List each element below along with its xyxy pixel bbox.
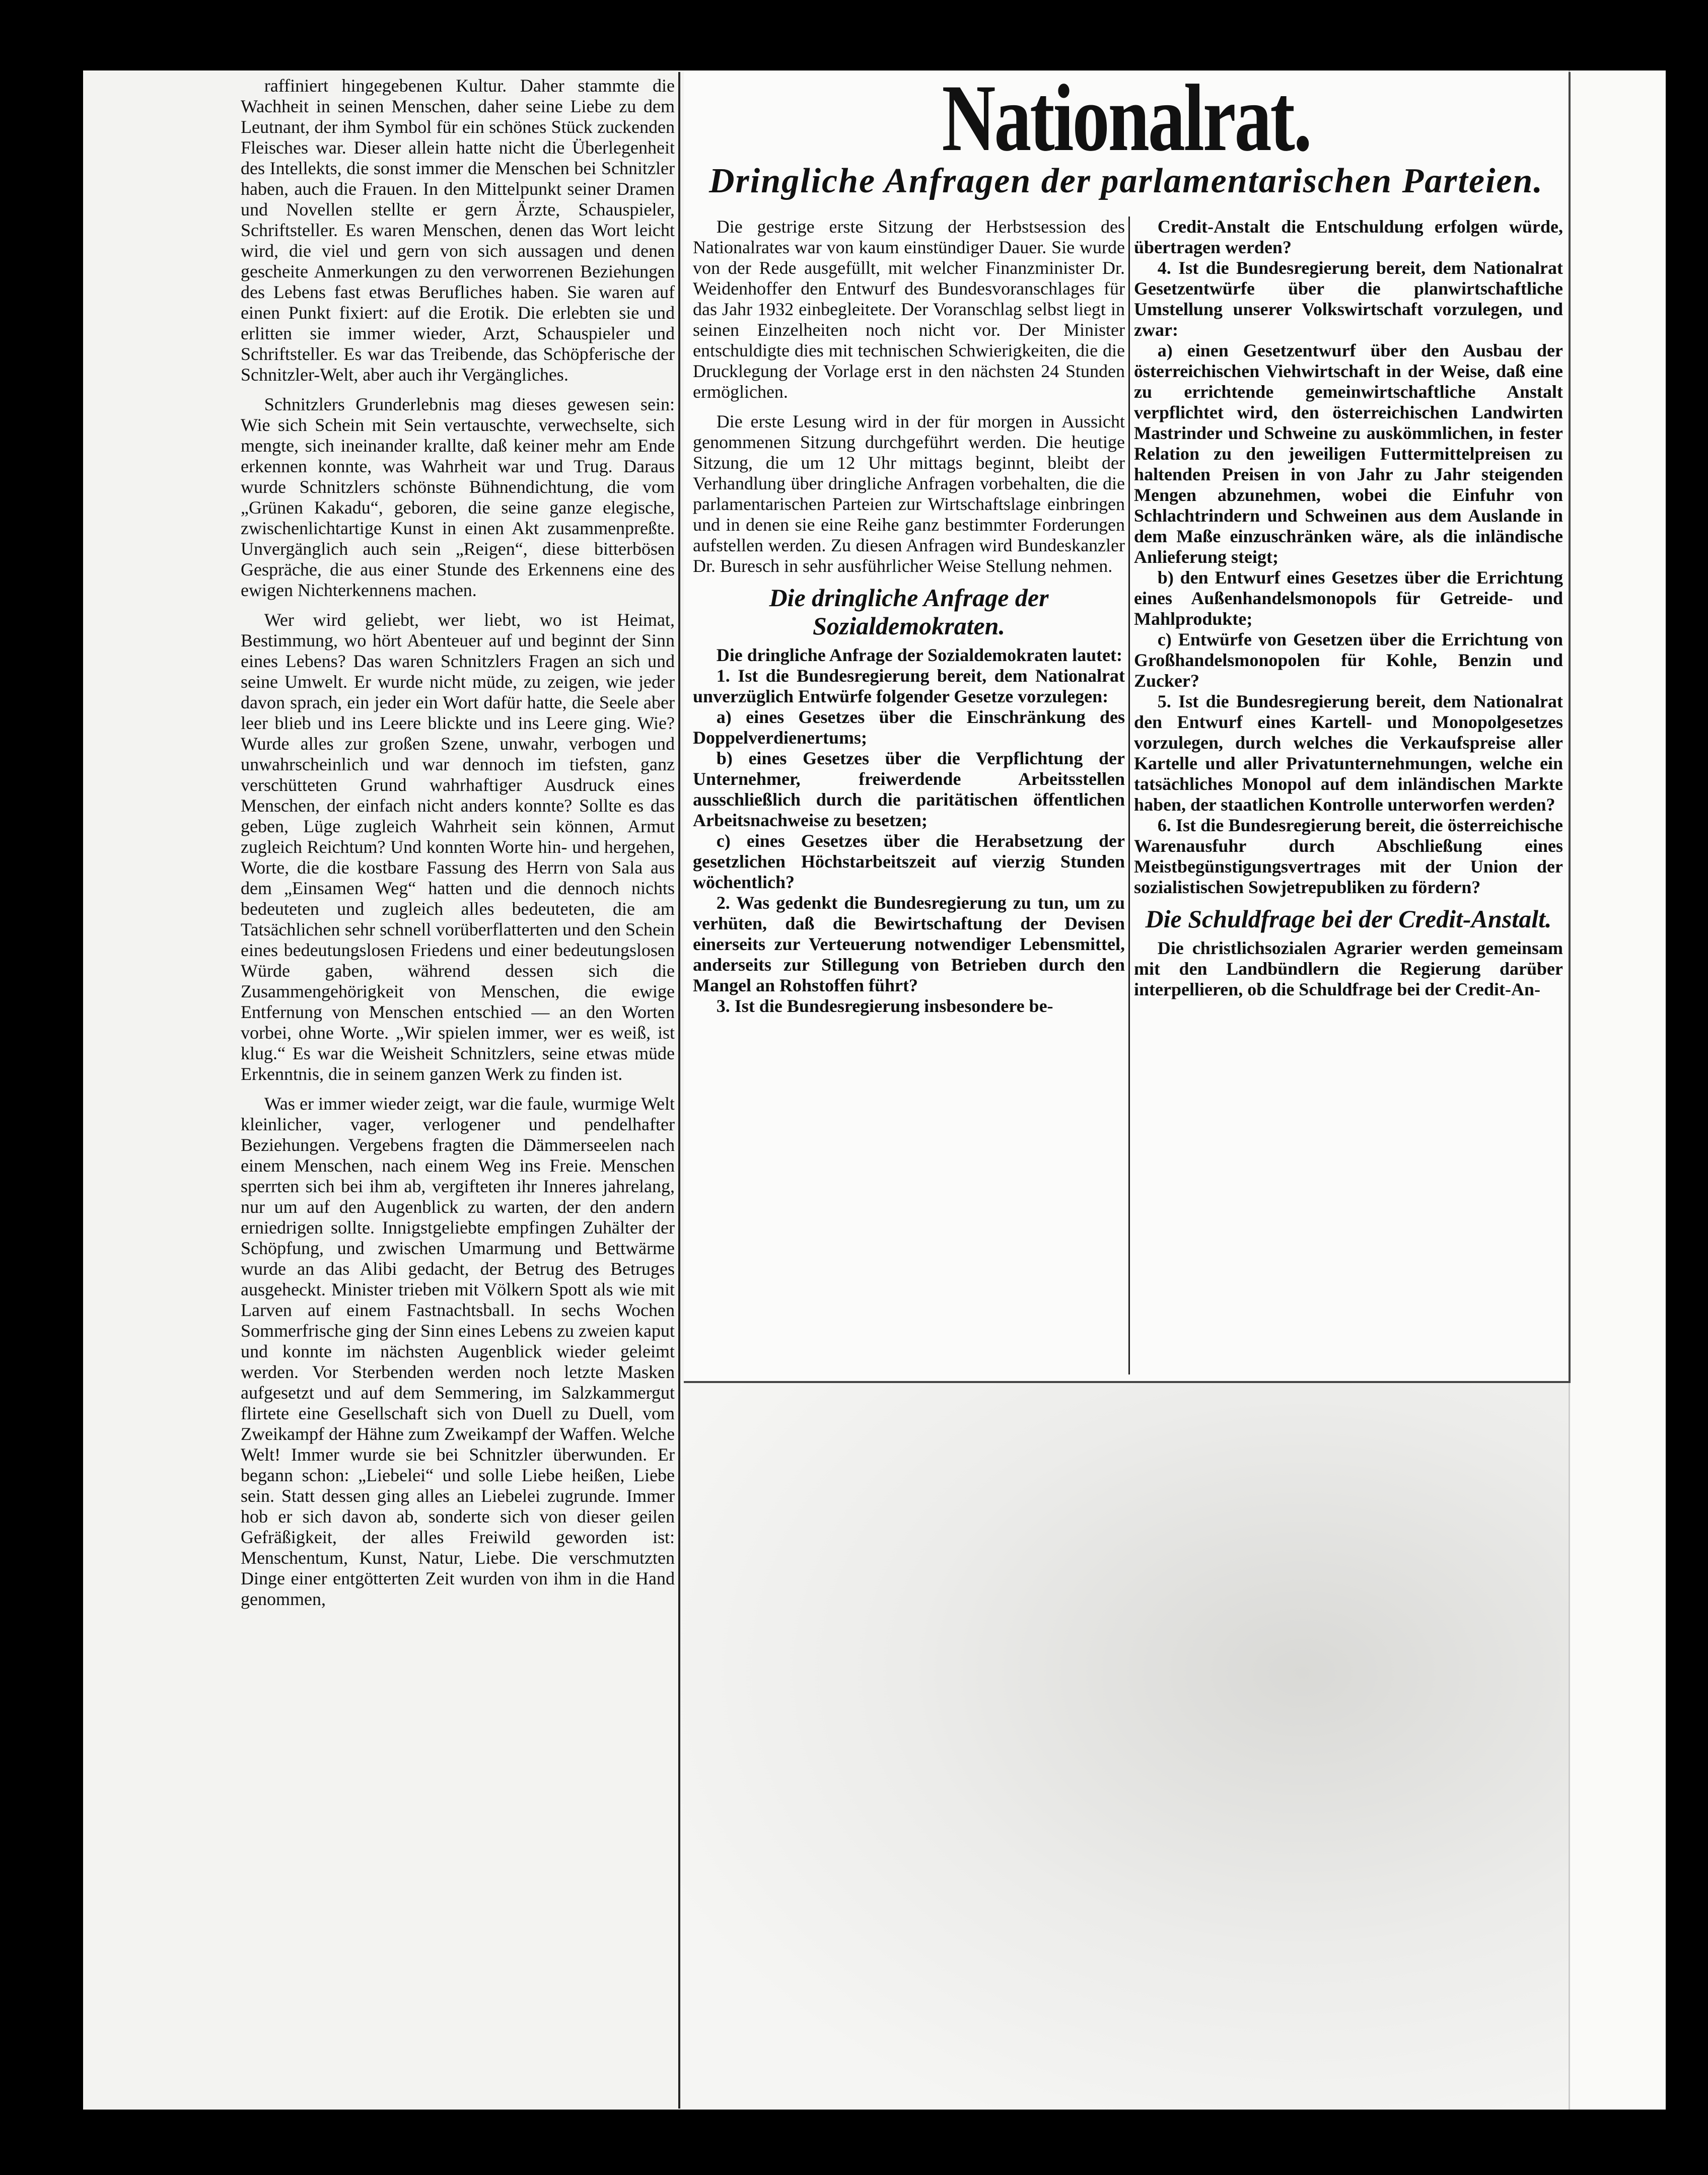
paragraph: Die gestrige erste Sitzung der Herbstsession des Nationalrates war von kaum einstündiger Dauer. Sie wurde von der Rede ausgefüllt, mit welcher Finanzminister Dr. Weidenhoffer den Entwurf des Bundesvoranschlages für das Jahr 1932 einbegleitete. Der Voranschlag selbst liegt in seinen Einzelheiten noch nicht vor. Der Minister entschuldigte dies mit technischen Schwierigkeiten, die die Drucklegung der Vorlage erst in den nächsten 24 Stunden ermöglichen. xyxy=(693,216,1125,402)
paragraph: 5. Ist die Bundesregierung bereit, dem Nationalrat den Entwurf eines Kartell- und Monopolgesetzes vorzulegen, durch welches die Verkaufspreise aller Kartelle und aller Privatunternehmungen, welche ein tatsächliches Monopol auf dem inländischen Markte haben, der staatlichen Kontrolle unterworfen werden? xyxy=(1134,691,1563,815)
paragraph: c) eines Gesetzes über die Herabsetzung der gesetzlichen Höchstarbeitszeit auf vierzig Stunden wöchentlich? xyxy=(693,831,1125,892)
paragraph: 4. Ist die Bundesregierung bereit, dem Nationalrat Gesetzentwürfe über die planwirtschaftliche Umstellung unserer Volkswirtschaft vorzulegen, und zwar: xyxy=(1134,258,1563,340)
middle-column xyxy=(693,216,1125,1374)
section-heading: Die Schuldfrage bei der Credit-Anstalt. xyxy=(1145,905,1552,933)
article-subtitle: Dringliche Anfragen der parlamentarischen Parteien. xyxy=(708,162,1543,200)
blank-page-area xyxy=(681,1382,1569,2110)
right-column xyxy=(1134,216,1563,1374)
paragraph: b) eines Gesetzes über die Verpflichtung der Unternehmer, freiwerdende Arbeitsstellen ausschließlich durch die paritätischen öffentlichen Arbeitsnachweise zu besetzen; xyxy=(693,748,1125,830)
paragraph: 6. Ist die Bundesregierung bereit, die österreichische Warenausfuhr durch Abschließung eines Meistbegünstigungsvertrages mit der Union der sozialistischen Sowjetrepubliken zu fördern? xyxy=(1134,815,1563,897)
paragraph: a) einen Gesetzentwurf über den Ausbau der österreichischen Viehwirtschaft in der Weise, daß eine zu errichtende gemeinwirtschaftliche Anstalt verpflichtet wird, den österreichischen Landwirten Mastrinder und Schweine zu auskömmlichen, in fester Relation zu den jeweiligen Futtermittelpreisen zu haltenden Preisen in von Jahr zu Jahr steigenden Mengen abzunehmen, wobei die Einfuhr von Schlachtrindern und Schweinen aus dem Auslande in dem Maße einzuschränken wäre, als die inländische Anlieferung steigt; xyxy=(1134,340,1563,567)
paragraph: 1. Ist die Bundesregierung bereit, dem Nationalrat unverzüglich Entwürfe folgender Gesetze vorzulegen: xyxy=(693,666,1125,706)
paragraph: b) den Entwurf eines Gesetzes über die Errichtung eines Außenhandelsmonopols für Getreide- und Mahlprodukte; xyxy=(1134,567,1563,629)
column-divider xyxy=(1128,216,1130,1374)
paragraph: 3. Ist die Bundesregierung insbesondere be- xyxy=(716,996,1053,1016)
paragraph: Wer wird geliebt, wer liebt, wo ist Heimat, Bestimmung, wo hört Abenteuer auf und beginnt der Sinn eines Lebens? Das waren Schnitzlers Fragen an sich und seine Umwelt. Er wurde nicht müde, zu zeigen, wie jeder davon sprach, ein jeder ein Wort dafür hatte, die Seele aber leer blieb und ins Leere blickte und ins Leere ging. Wie? Wurde alles zur großen Szene, unwahr, verbogen und unwahrscheinlich und war dennoch im tiefsten, ganz verschütteten Grund wahrhaftiger Ausdruck eines Menschen, der einfach nicht anders konnte? Sollte es das geben, Lüge zugleich Wahrheit sein können, Armut zugleich Reichtum? Und konnten Worte hin- und hergehen, Worte, die die kostbare Fassung des Herrn von Sala aus dem „Einsamen Weg“ hatten und die dennoch nichts bedeuteten und zugleich alles bedeuteten, die am Tatsächlichen sehr schnell vorüberflatterten und den Schein eines bedeutungslosen Friedens und einer bedeutungslosen Würde gaben, während dessen sich die Zusammengehörigkeit von Menschen, die ewige Entfernung von Menschen entschied — an den Worten vorbei, ohne Worte. „Wir spielen immer, wer es weiß, ist klug.“ Es war die Weisheit Schnitzlers, seine etwas müde Erkenntnis, die in seinem ganzen Werk zu finden ist. xyxy=(241,610,675,1084)
paragraph: Schnitzlers Grunderlebnis mag dieses gewesen sein: Wie sich Schein mit Sein vertauschte, verwechselte, sich mengte, sich ineinander krallte, daß keiner mehr am Ende erkennen konnte, was Wahrheit war und Trug. Daraus wurde Schnitzlers schönste Bühnendichtung, die vom „Grünen Kakadu“, geboren, die seine ganze elegische, zwischenlichtartige Kunst in einen Akt zusammenpreßte. Unvergänglich auch sein „Reigen“, diese bitterbösen Gespräche, die aus einer Stunde des Erkennens eine des ewigen Nichterkennens machen. xyxy=(241,394,675,600)
paragraph: Die christlichsozialen Agrarier werden gemeinsam mit den Landbündlern die Regierung darüber interpellieren, ob die Schuldfrage bei der Credit-An- xyxy=(1134,938,1563,999)
article-title: Nationalrat. xyxy=(942,65,1311,171)
paragraph: Die dringliche Anfrage der Sozialdemokraten lautet: xyxy=(716,645,1123,665)
paragraph: Die erste Lesung wird in der für morgen in Aussicht genommenen Sitzung durchgeführt werden. Die heutige Sitzung, die um 12 Uhr mittags beginnt, bleibt der Verhandlung über dringliche Anfragen vorbehalten, die die parlamentarischen Parteien zur Wirtschaftslage einbringen und in denen sie eine Reihe ganz bestimmter Forderungen aufstellen werden. Zu diesen Anfragen wird Bundeskanzler Dr. Buresch in sehr ausführlicher Weise Stellung nehmen. xyxy=(693,411,1125,576)
paper-edge-strip xyxy=(1569,70,1666,2110)
column-divider xyxy=(678,72,680,2109)
paragraph: 2. Was gedenkt die Bundesregierung zu tun, um zu verhüten, daß die Bewirtschaftung der Devisen einerseits zur Verteuerung notwendiger Lebensmittel, anderseits zur Stillegung von Betrieben durch den Mangel an Rohstoffen führt? xyxy=(693,893,1125,995)
left-column-article xyxy=(241,76,675,2107)
paragraph: a) eines Gesetzes über die Einschränkung des Doppelverdienertums; xyxy=(693,707,1125,748)
section-heading: Die dringliche Anfrage der Sozialdemokraten. xyxy=(769,584,1049,640)
paragraph: Was er immer wieder zeigt, war die faule, wurmige Welt kleinlicher, vager, verlogener und pendelhafter Beziehungen. Vergebens fragten die Dämmerseelen nach einem Menschen, nach einem Weg ins Freie. Menschen sperrten sich bei ihm ab, vergifteten ihr Inneres jahrelang, nur um auf den Augenblick zu warten, der den andern erniedrigen sollte. Innigstgeliebte empfingen Zuhälter der Schöpfung, und zwischen Umarmung und Bettwärme wurde an das Alibi gedacht, der Betrug des Betruges ausgeheckt. Minister trieben mit Völkern Spott als wie mit Larven auf einem Fastnachtsball. In sechs Wochen Sommerfrische ging der Sinn eines Lebens zu zweien kaput und konnte im nächsten Augenblick wieder geleimt werden. Vor Sterbenden werden noch letzte Masken aufgesetzt und auf dem Semmering, im Salzkammergut flirtete eine Gesellschaft sich von Duell zu Duell, vom Zweikampf der Hähne zum Zweikampf der Waffen. Welche Welt! Immer wurde sie bei Schnitzler überwunden. Er begann schon: „Liebelei“ und solle Liebe heißen, Liebe sein. Statt dessen ging alles an Liebelei zugrunde. Immer hob er sich davon ab, sonderte sich von dieser geilen Gefräßigkeit, der alles Freiwild geworden ist: Menschentum, Kunst, Natur, Liebe. Die verschmutzten Dinge einer entgötterten Zeit wurden von ihm in die Hand genommen, xyxy=(241,1094,675,1609)
paragraph: c) Entwürfe von Gesetzen über die Errichtung von Großhandelsmonopolen für Kohle, Benzin und Zucker? xyxy=(1134,629,1563,691)
paragraph: Credit-Anstalt die Entschuldung erfolgen würde, übertragen werden? xyxy=(1134,216,1563,257)
paragraph: raffiniert hingegebenen Kultur. Daher stammte die Wachheit in seinen Menschen, daher seine Liebe zu dem Leutnant, der ihm Symbol für ein schönes Stück zuckenden Fleisches war. Dieser allein hatte nicht die Überlegenheit des Intellekts, die sonst immer die Menschen bei Schnitzler haben, auch die Frauen. In den Mittelpunkt seiner Dramen und Novellen stellte er gern Ärzte, Schauspieler, Schriftsteller. Es waren Menschen, denen das Wort leicht wird, die viel und gern von sich aussagen und denen gescheite Anmerkungen zu den verworrenen Beziehungen des Lebens fast etwas Berufliches haben. Sie waren auf einen Punkt fixiert: auf die Erotik. Die erlebten sie und erlitten sie immer wieder, Arzt, Schauspieler und Schriftsteller. Es war das Treibende, das Schöpferische der Schnitzler-Welt, aber auch ihr Vergängliches. xyxy=(241,76,675,385)
